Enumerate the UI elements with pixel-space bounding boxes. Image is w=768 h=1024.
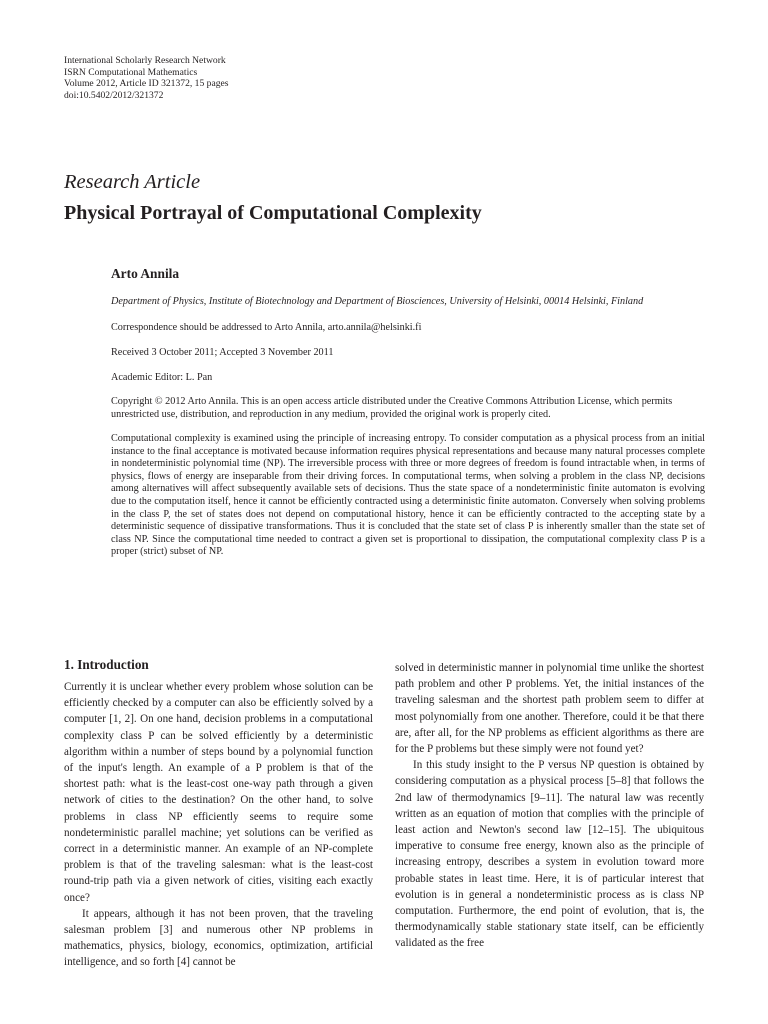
affiliation: Department of Physics, Institute of Biotechnology and Department of Biosciences, University of Helsinki, 00014 Helsinki, Finland bbox=[111, 296, 644, 307]
paragraph: Currently it is unclear whether every problem whose solution can be efficiently checked by a computer can also be efficiently solved by a computer [1, 2]. On one hand, decision problems in a computational complexity class P can be solved efficiently by a deterministic algorithm within a number of steps bound by a polynomial function of the input's length. An example of a P problem is that of the shortest path: what is the least-cost one-way path through a given network of cities to the destination? On the other hand, to solve problems in class NP efficiently seems to require some nondeterministic parallel machine; yet solutions can be verified as correct in a deterministic manner. An example of an NP-complete problem is that of the traveling salesman: what is the least-cost round-trip path via a given network of cities, visiting each exactly once? bbox=[64, 681, 373, 904]
received-accepted: Received 3 October 2011; Accepted 3 November 2011 bbox=[111, 347, 334, 358]
abstract: Computational complexity is examined using the principle of increasing entropy. To consider computation as a physical process from an initial instance to the final acceptance is motivated because information requires physical representations and because many natural processes complete in nondeterministic polynomial time (NP). The irreversible process with three or more degrees of freedom is found intractable when, in terms of physics, flows of energy are inseparable from their driving forces. In computational terms, when solving a problem in the class NP, decisions among alternatives will affect subsequently available sets of decisions. Thus the state space of a nondeterministic finite automaton is evolving due to the computation itself, hence it cannot be efficiently contracted using a deterministic finite automaton. Conversely when solving problems in the class P, the set of states does not depend on computational history, hence it can be efficiently contracted to the accepting state by a deterministic sequence of dissipative transformations. Thus it is concluded that the state set of class P is inherently smaller than the state set of class NP. Since the computational time needed to contract a given set is proportional to dissipation, the computational complexity class P is a proper (strict) subset of NP. bbox=[111, 433, 705, 558]
article-kind: Research Article bbox=[64, 171, 201, 193]
paragraph: solved in deterministic manner in polynomial time unlike the shortest path problem and other P problems. Yet, the initial instances of the traveling salesman and the shortest path problem seem to differ at most polynomially from one another. Therefore, could it be that there are, after all, for the NP problems as efficient algorithms as there are for the P problems but these simply were not found yet? bbox=[395, 662, 704, 756]
academic-editor: Academic Editor: L. Pan bbox=[111, 372, 213, 383]
correspondence: Correspondence should be addressed to Arto Annila, arto.annila@helsinki.fi bbox=[111, 322, 422, 333]
copyright-notice: Copyright © 2012 Arto Annila. This is an open access article distributed under the Creative Commons Attribution License, which permits unrestricted use, distribution, and reproduction in any medium, provided the original work is properly cited. bbox=[111, 396, 673, 420]
journal-volume: Volume 2012, Article ID 321372, 15 pages bbox=[64, 78, 229, 90]
paragraph: In this study insight to the P versus NP question is obtained by considering computation as a physical process [5–8] that follows the 2nd law of thermodynamics [9–11]. The natural law was recently written as an equation of motion that complies with the principle of least action and Newton's second law [12–15]. The ubiquitous imperative to consume free energy, known also as the principle of increasing entropy, describes a system in evolution toward more probable states in least time. Here, it is of particular interest that evolution is in general a nondeterministic process as is class NP computation. Furthermore, the end point of evolution, that is, the thermodynamically stable stationary state itself, can be efficiently validated as the free bbox=[395, 759, 704, 950]
journal-header bbox=[64, 55, 229, 101]
body-column-left bbox=[64, 656, 373, 971]
section-heading: 1. Introduction bbox=[64, 657, 149, 672]
journal-name: ISRN Computational Mathematics bbox=[64, 66, 198, 78]
journal-doi: doi:10.5402/2012/321372 bbox=[64, 89, 164, 101]
article-title: Physical Portrayal of Computational Complexity bbox=[64, 202, 482, 224]
body-column-right bbox=[395, 660, 704, 952]
journal-network: International Scholarly Research Network bbox=[64, 55, 226, 66]
paragraph: It appears, although it has not been proven, that the traveling salesman problem [3] and numerous other NP problems in mathematics, physics, biology, economics, optimization, artificial intelligence, and so forth [4] cannot be bbox=[64, 907, 373, 969]
article-author: Arto Annila bbox=[111, 266, 180, 281]
